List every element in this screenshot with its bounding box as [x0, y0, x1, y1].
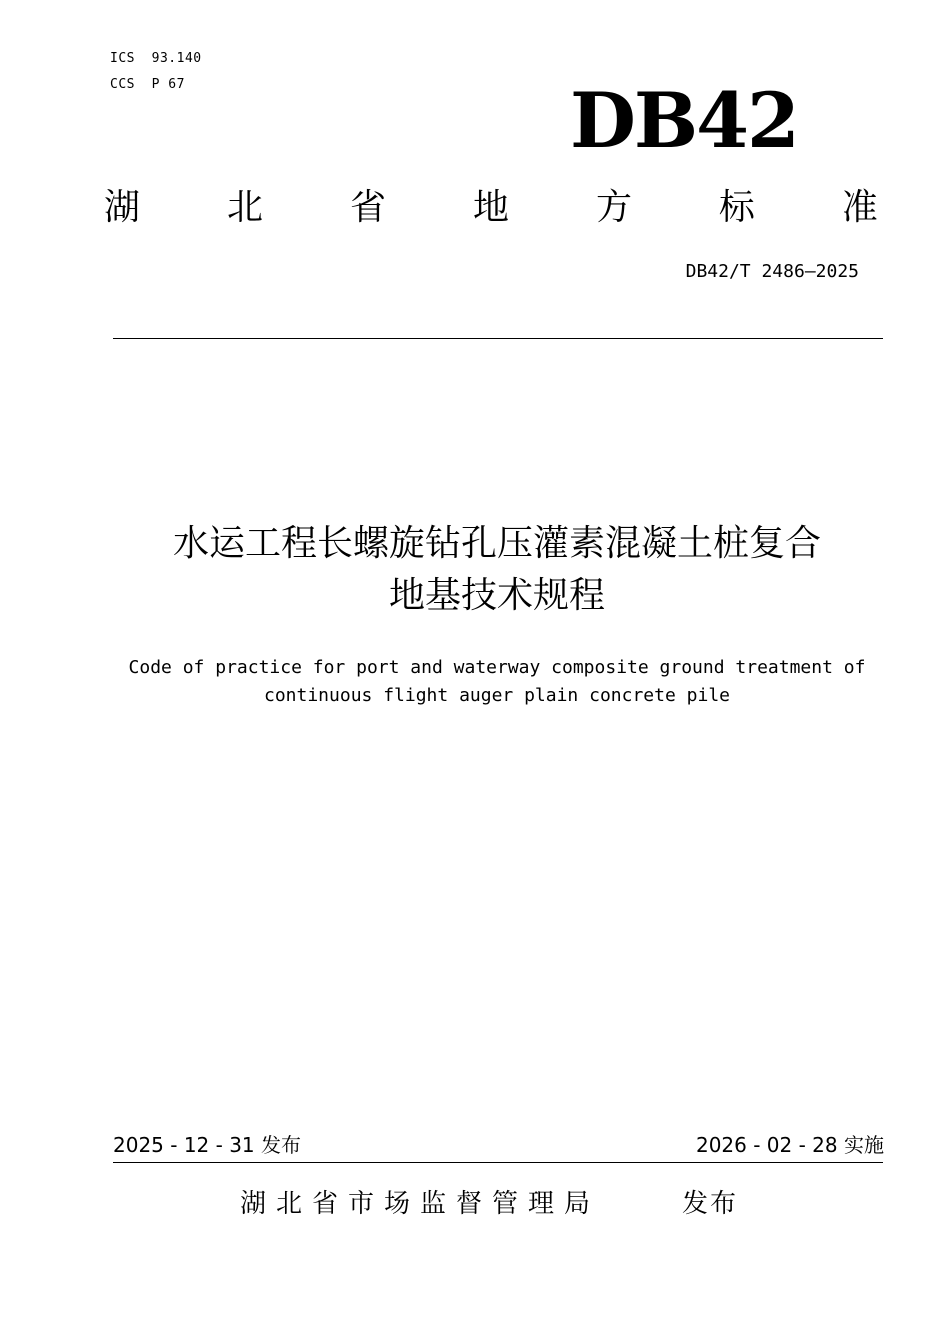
- bottom-divider: [113, 1162, 883, 1163]
- title-chinese-line: 水运工程长螺旋钻孔压灌素混凝土桩复合: [172, 523, 821, 564]
- issue-date: 2025 - 12 - 31 发布: [113, 1133, 302, 1157]
- ics-code: ICS 93.140: [110, 51, 202, 66]
- title-chinese-line: 地基技术规程: [388, 575, 605, 616]
- title-english: [60, 654, 934, 710]
- title-chinese: [60, 518, 934, 622]
- standard-type-char: 标: [718, 187, 755, 228]
- standard-type-char: 北: [226, 187, 263, 228]
- title-english-line: continuous flight auger plain concrete pile: [264, 685, 730, 706]
- standard-number: DB42/T 2486—2025: [685, 261, 859, 282]
- publisher: 湖北省市场监督管理局: [240, 1189, 601, 1219]
- title-english-line: Code of practice for port and waterway composite ground treatment of: [128, 657, 866, 678]
- standard-type-heading: [104, 182, 878, 234]
- publish-label: 发布: [682, 1189, 739, 1219]
- ccs-code: CCS P 67: [110, 77, 185, 92]
- standard-type-char: 地: [472, 187, 509, 228]
- classification-codes: [110, 46, 202, 98]
- standard-type-char: 湖: [104, 187, 141, 228]
- standard-type-char: 省: [349, 187, 386, 228]
- top-divider: [113, 338, 883, 339]
- standard-type-char: 准: [841, 187, 878, 228]
- implement-date: 2026 - 02 - 28 实施: [695, 1133, 884, 1157]
- standard-type-char: 方: [595, 187, 632, 228]
- standard-mark: DB42: [570, 76, 798, 165]
